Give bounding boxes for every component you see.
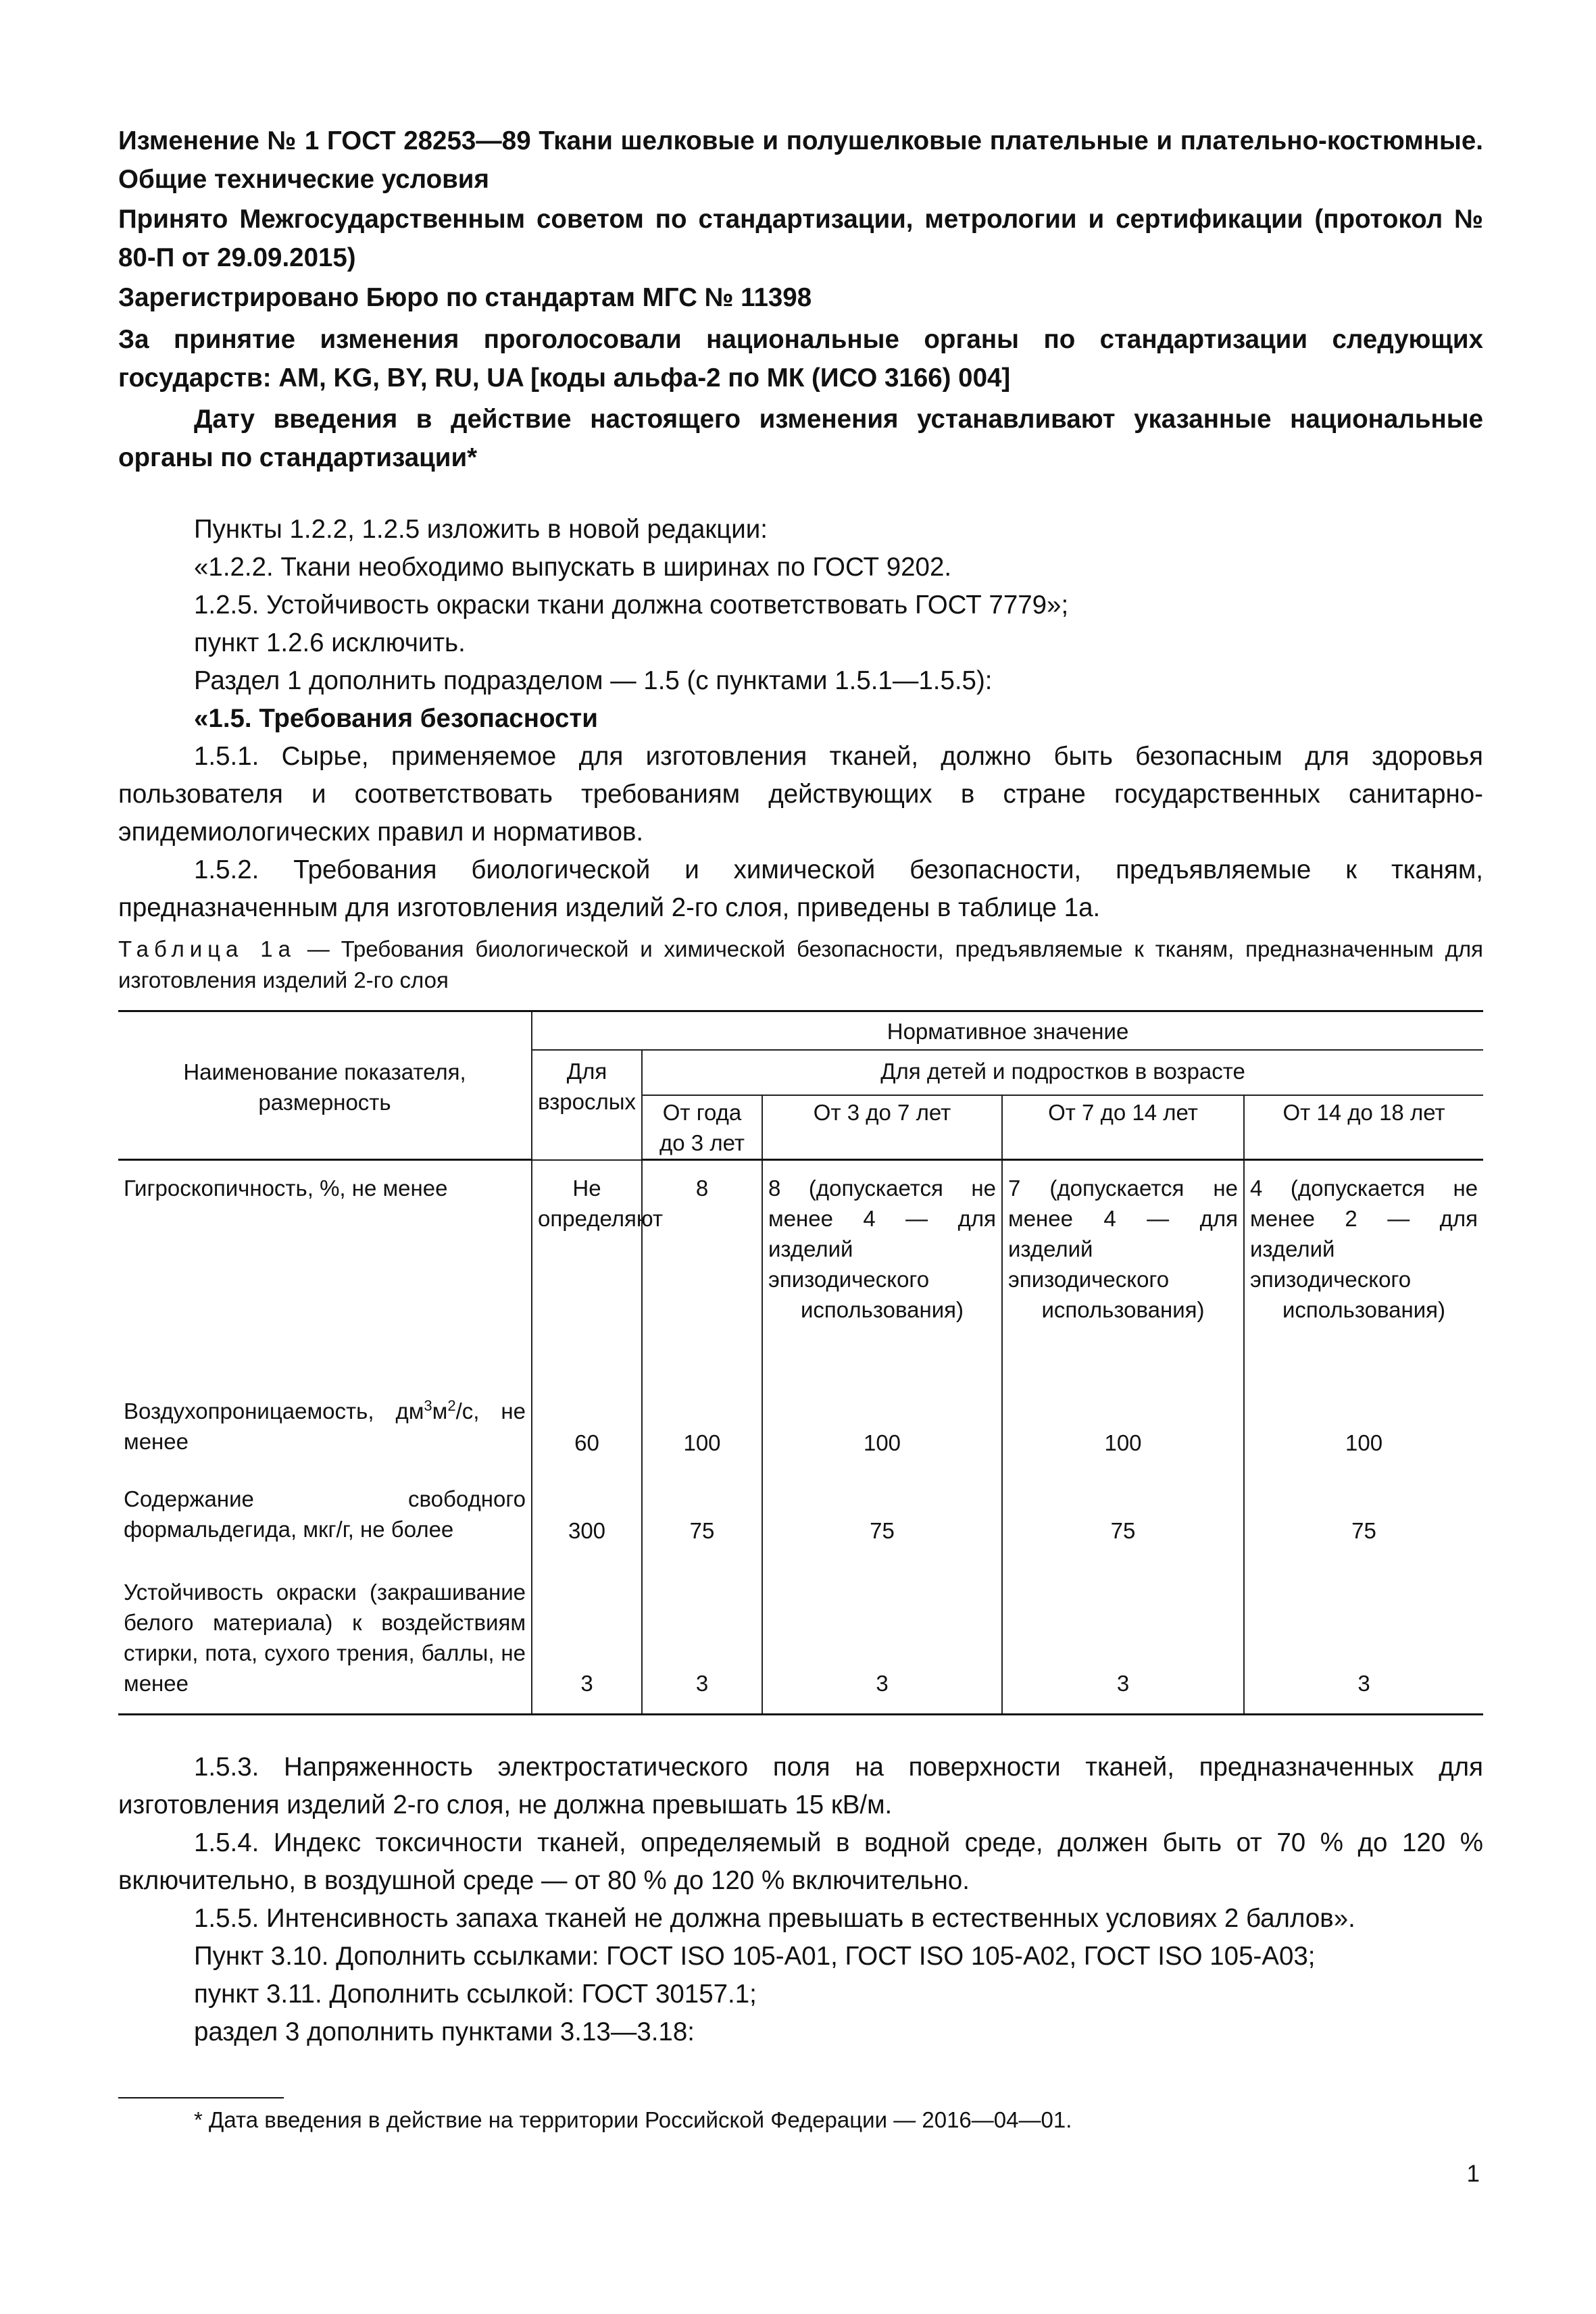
value-adults: 300 (532, 1469, 642, 1561)
table-caption-label: Таблица 1а (118, 936, 296, 961)
table-row (118, 1380, 1483, 1469)
body-text-before-table (118, 511, 1483, 927)
section-heading: «1.5. Требования безопасности (194, 704, 598, 733)
table-row (118, 1469, 1483, 1561)
value-age-14-18: 100 (1244, 1380, 1483, 1469)
row-indicator: Устойчивость окраски (закрашивание белого материала) к воздействиям стирки, пота, сухого трения, баллы, не менее (118, 1561, 532, 1715)
value-adults: Не определяют (532, 1160, 642, 1380)
value-age-7-14: 7 (допускается не менее 4 — для изделий эпизодического использования) (1002, 1160, 1244, 1380)
paragraph: 1.5.3. Напряженность электростатического поля на поверхности тканей, предназначенных для изготовления изделий 2-го слоя, не должна превышать 15 кВ/м. (118, 1753, 1483, 1819)
value-age-1-3: 8 (642, 1160, 762, 1380)
effective-date-statement: Дату введения в действие настоящего изменения устанавливают указанные национальные органы по стандартизации* (118, 405, 1483, 472)
paragraph: 1.5.4. Индекс токсичности тканей, определяемый в водной среде, должен быть от 70 % до 120 % включительно, в воздушной среде — от 80 % до 120 % включительно. (118, 1828, 1483, 1895)
paragraph: пункт 1.2.6 исключить. (194, 628, 466, 657)
value-age-7-14: 75 (1002, 1469, 1244, 1561)
paragraph: 1.2.5. Устойчивость окраски ткани должна соответствовать ГОСТ 7779»; (194, 590, 1069, 620)
requirements-table (118, 1010, 1483, 1715)
value-age-3-7: 3 (762, 1561, 1002, 1715)
paragraph: 1.5.5. Интенсивность запаха тканей не должна превышать в естественных условиях 2 баллов». (194, 1904, 1355, 1933)
value-age-7-14: 100 (1002, 1380, 1244, 1469)
paragraph: Пункты 1.2.2, 1.2.5 изложить в новой редакции: (194, 515, 768, 544)
value-age-14-18: 3 (1244, 1561, 1483, 1715)
value-age-14-18: 75 (1244, 1469, 1483, 1561)
table-caption-text: — Требования биологической и химической безопасности, предъявляемые к тканям, предназначенным для изготовления изделий 2-го слоя (118, 936, 1483, 992)
value-age-1-3: 3 (642, 1561, 762, 1715)
header-age-3-7: От 3 до 7 лет (762, 1095, 1002, 1160)
value-age-3-7: 75 (762, 1469, 1002, 1561)
value-age-3-7: 100 (762, 1380, 1002, 1469)
header-age-7-14: От 7 до 14 лет (1002, 1095, 1244, 1160)
header-indicator: Наименование показателя, размерность (118, 1011, 532, 1160)
value-age-14-18: 4 (допускается не менее 2 — для изделий эпизодического использования) (1244, 1160, 1483, 1380)
paragraph: 1.5.2. Требования биологической и химической безопасности, предъявляемые к тканям, предназначенным для изготовления изделий 2-го слоя, приведены в таблице 1а. (118, 855, 1483, 922)
paragraph: Пункт 3.10. Дополнить ссылками: ГОСТ ISO 105-A01, ГОСТ ISO 105-A02, ГОСТ ISO 105-A03; (194, 1942, 1316, 1971)
row-indicator: Содержание свободного формальдегида, мкг/г, не более (124, 1486, 526, 1542)
value-age-7-14: 3 (1002, 1561, 1244, 1715)
table-caption (118, 934, 1483, 996)
value-age-1-3: 100 (642, 1380, 762, 1469)
header-adults: Для взрослых (532, 1050, 642, 1160)
header-age-14-18: От 14 до 18 лет (1244, 1095, 1483, 1160)
body-text-after-table (118, 1749, 1483, 2051)
adopted-statement: Принято Межгосударственным советом по стандартизации, метрологии и сертификации (протокол № 80-П от 29.09.2015) (118, 205, 1483, 272)
row-indicator: Гигроскопичность, %, не менее (124, 1176, 448, 1201)
table-row (118, 1561, 1483, 1715)
page-number: 1 (1466, 2161, 1480, 2187)
paragraph: раздел 3 дополнить пунктами 3.13—3.18: (194, 2017, 695, 2046)
registration-statement: Зарегистрировано Бюро по стандартам МГС № 11398 (118, 283, 812, 312)
voting-statement: За принятие изменения проголосовали национальные органы по стандартизации следующих государств: AM, KG, BY, RU, UA [коды альфа-2 по МК (ИСО 3166) 004] (118, 325, 1483, 393)
value-adults: 60 (532, 1380, 642, 1469)
paragraph: пункт 3.11. Дополнить ссылкой: ГОСТ 30157.1; (194, 1980, 757, 2009)
header-normative-value: Нормативное значение (532, 1011, 1483, 1050)
paragraph: 1.5.1. Сырье, применяемое для изготовления тканей, должно быть безопасным для здоровья пользователя и соответствовать требованиям действующих в стране государственных санитарно-эпидемиологических правил и нормативов. (118, 742, 1483, 847)
footnote: * Дата введения в действие на территории Российской Федерации — 2016—04—01. (194, 2107, 1072, 2132)
paragraph: Раздел 1 дополнить подразделом — 1.5 (с пунктами 1.5.1—1.5.5): (194, 666, 993, 695)
paragraph: «1.2.2. Ткани необходимо выпускать в ширинах по ГОСТ 9202. (194, 553, 952, 582)
value-adults: 3 (532, 1561, 642, 1715)
value-age-3-7: 8 (допускается не менее 4 — для изделий эпизодического использования) (762, 1160, 1002, 1380)
table-row (118, 1160, 1483, 1380)
header-children: Для детей и подростков в возрасте (642, 1050, 1483, 1095)
change-title: Изменение № 1 ГОСТ 28253—89 Ткани шелковые и полушелковые плательные и плательно-костюмные. Общие технические условия (118, 126, 1483, 194)
header-age-1-3: От года до 3 лет (642, 1095, 762, 1160)
row-indicator: Воздухопроницаемость, $дм^3м^2/с$, не менее (124, 1397, 526, 1454)
footnote-divider (118, 2097, 284, 2098)
value-age-1-3: 75 (642, 1469, 762, 1561)
